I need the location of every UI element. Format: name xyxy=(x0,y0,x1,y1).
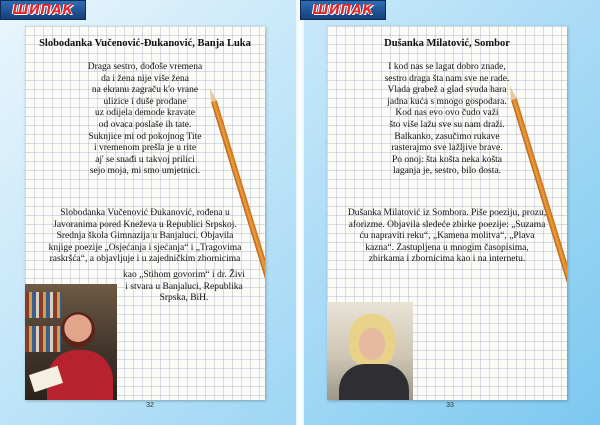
bio-line: Javoranima pored Kneževa u Republici Srpskoj. xyxy=(53,219,237,230)
poem-line: aj' se snađi u takvoj prilici xyxy=(95,154,195,165)
bio-line: aforizme. Objavila sledeće zbirke poezije: „Suzama xyxy=(348,219,546,230)
poem-line: što više lažu sve su nam draži. xyxy=(389,119,505,130)
poem-line: jadna kuća s mnogo gospodara. xyxy=(387,96,507,107)
magazine-logo-left: ШИПАК xyxy=(0,0,86,20)
poem-line: Draga sestro, dođoše vremena xyxy=(87,62,203,72)
poem-line: laganja je, sestro, bilo dosta. xyxy=(393,166,501,177)
bio-line: kao „Stihom govorim“ i dr. Živi xyxy=(123,270,245,280)
poem-line: uz odijela demode kravate xyxy=(95,108,195,119)
author-bio xyxy=(25,208,265,266)
poem-line: Kod nas evo ovo čudo važi xyxy=(395,108,499,119)
author-photo xyxy=(327,302,413,400)
bio-line: i stvara u Banjaluci, Republika xyxy=(125,281,243,292)
poem-line: sejo moja, mi smo umjetnici. xyxy=(89,166,201,177)
bio-line: raskršća“, a objavljuje i u zajedničkim zbornicima xyxy=(49,254,241,265)
poem-line: da i žena nije više žena xyxy=(101,73,189,84)
bio-line: Srpska, BiH. xyxy=(159,293,209,304)
author-title: Dušanka Milatović, Sombor xyxy=(384,38,510,49)
page-left xyxy=(25,26,265,400)
bio-line: Slobodanka Vučenović Đukanović, rođena u xyxy=(60,208,230,218)
bio-line: Srednja škola Gimnazija u Banjaluci. Objavila xyxy=(56,231,234,242)
poem-line: I kod nas se lagat dobro znade, xyxy=(388,62,506,72)
poem-line: Balkanko, zasučimo rukave xyxy=(394,131,500,142)
bio-line: zbirkama i zbornicima kao i na internetu. xyxy=(368,254,526,265)
poem-line: rasterajmo sve lažljive brave. xyxy=(391,143,503,154)
bio-line: kazna“. Zastupljena u mnogim časopisima, xyxy=(365,242,529,253)
poem-line: Po onoj: šta košta neka košta xyxy=(391,154,503,165)
bio-line: ću napraviti reku“, „Kamena molitva“, „Plava xyxy=(359,231,535,242)
poem-line: od ovaca poslaše ih tate. xyxy=(98,119,192,130)
magazine-logo-right: ШИПАК xyxy=(300,0,386,20)
author-bio xyxy=(327,208,567,266)
poem-line: na ekranu zagraču k'o vrane xyxy=(91,85,199,96)
poem-line: ulizice i duše prodane xyxy=(103,96,187,107)
bio-line: Dušanka Milatović iz Sombora. Piše poeziju, prozu, xyxy=(347,208,547,218)
author-title: Slobodanka Vučenović-Đukanović, Banja Luka xyxy=(39,38,251,49)
poem-line: Suknjice mi od pokojnog Tite xyxy=(88,131,202,142)
poem-line: i vremenom prešla je u rite xyxy=(93,143,197,154)
spread-divider xyxy=(296,0,304,425)
poem xyxy=(327,62,567,178)
page-number: 33 xyxy=(446,402,454,409)
author-photo xyxy=(25,284,117,400)
poem xyxy=(25,62,265,178)
page-right xyxy=(327,26,567,400)
bio-line: knjige poezije „Osjećanja i sjećanja“ i „Tragovima xyxy=(48,242,242,253)
poem-line: Vlada grabež a glad svuda hara xyxy=(387,85,507,96)
author-bio-continued xyxy=(109,270,259,305)
page-number: 32 xyxy=(146,402,154,409)
poem-line: sestro draga šta nam sve ne rade. xyxy=(384,73,510,84)
